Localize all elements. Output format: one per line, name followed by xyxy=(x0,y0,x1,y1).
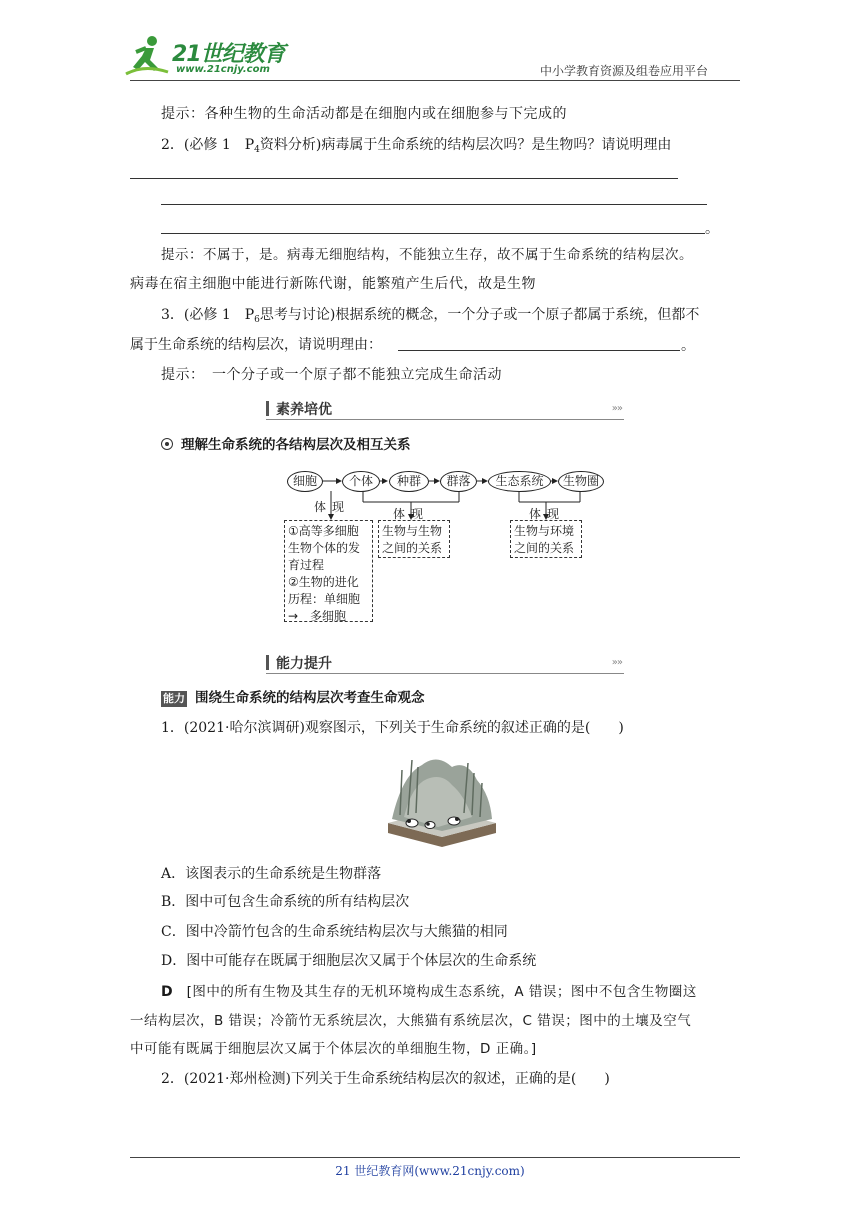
option-a-text: A．该图表示的生命系统是生物群落 xyxy=(161,866,382,882)
q2-number: 2． xyxy=(161,137,184,153)
q2-ref-b: 资料分析)病毒属于生命系统的结构层次吗？是生物吗？请说明理由 xyxy=(259,137,672,153)
diagram-label-1: 体现 xyxy=(314,500,351,514)
q3-end-mark: 。 xyxy=(681,338,695,354)
box1-line: 育过程 xyxy=(288,558,325,572)
node-ecosystem: 生态系统 xyxy=(488,471,551,492)
answer-text-3: 中可能有既属于细胞层次又属于个体层次的单细胞生物，D 正确。] xyxy=(130,1041,537,1057)
diagram-box-environment xyxy=(510,520,582,558)
diagram-label-3: 体现 xyxy=(529,507,566,521)
node-community: 群落 xyxy=(440,471,477,492)
q1-text: 1．(2021·哈尔滨调研)观察图示，下列关于生命系统的叙述正确的是( ) xyxy=(161,720,624,736)
box1-line: 生物个体的发 xyxy=(288,541,361,555)
question-2b xyxy=(161,1069,610,1089)
hint-3-text: 提示： 一个分子或一个原子都不能独立完成生命活动 xyxy=(161,367,502,383)
option-c-text: C．图中冷箭竹包含的生命系统结构层次与大熊猫的相同 xyxy=(161,924,508,940)
option-d-text: D．图中可能存在既属于细胞层次又属于个体层次的生命系统 xyxy=(161,953,537,969)
logo-title: 21世纪教育 xyxy=(172,42,285,67)
question-1 xyxy=(161,718,624,738)
node-biosphere: 生物圈 xyxy=(558,471,604,492)
point-title-text: 理解生命系统的各结构层次及相互关系 xyxy=(181,437,411,453)
q2-end-mark: 。 xyxy=(705,221,719,237)
ability-title-text: 围绕生命系统的结构层次考查生命观念 xyxy=(195,690,425,706)
answer-line-c xyxy=(130,1039,537,1059)
chevrons-icon: »» xyxy=(611,657,622,668)
option-b[interactable] xyxy=(161,892,409,912)
q2-ref-sub: 4 xyxy=(254,145,260,155)
section-title: 能力提升 xyxy=(276,656,332,672)
option-c[interactable] xyxy=(161,922,508,942)
ability-title xyxy=(161,688,425,708)
box1-line: 历程：单细胞 xyxy=(288,592,361,606)
diagram-box-biotic xyxy=(378,520,450,558)
q3-b: 属于生命系统的结构层次，请说明理由： xyxy=(130,337,382,353)
q3-pre: 3．(必修 1 P xyxy=(161,307,255,323)
section-title: 素养培优 xyxy=(276,402,332,418)
answer-line-b xyxy=(130,1011,691,1031)
answer-text-1: [图中的所有生物及其生存的无机环境构成生态系统，A 错误；图中不包含生物圈这 xyxy=(186,984,697,1000)
box1-line: ①高等多细胞 xyxy=(288,524,359,538)
box2-line: 之间的关系 xyxy=(382,541,443,555)
node-cell: 细胞 xyxy=(287,471,323,492)
footer-rule xyxy=(130,1157,740,1158)
node-population: 种群 xyxy=(389,471,429,492)
diagram-box-individual xyxy=(284,520,373,622)
hint-1-text: 提示：各种生物的生命活动都是在细胞内或在细胞参与下完成的 xyxy=(161,106,567,122)
box3-line: 生物与环境 xyxy=(514,524,575,538)
node-individual: 个体 xyxy=(342,471,380,492)
hint-2-text-b: 病毒在宿主细胞中能进行新陈代谢，能繁殖产生后代，故是生物 xyxy=(130,276,536,292)
answer-letter: D xyxy=(161,984,173,1000)
box2-line: 生物与生物 xyxy=(382,524,443,538)
box1-line: → 多细胞 xyxy=(288,609,347,623)
section-tick-icon xyxy=(266,655,269,670)
box3-line: 之间的关系 xyxy=(514,541,575,555)
q3-sub: 6 xyxy=(254,315,260,325)
hint-2-text-a: 提示：不属于，是。病毒无细胞结构，不能独立生存，故不属于生命系统的结构层次。 xyxy=(161,247,693,263)
header-platform-text: 中小学教育资源及组卷应用平台 xyxy=(540,64,709,78)
option-b-text: B．图中可包含生命系统的所有结构层次 xyxy=(161,894,410,910)
footer-link[interactable]: 21 世纪教育网(www.21cnjy.com) xyxy=(335,1164,525,1178)
q2b-text: 2．(2021·郑州检测)下列关于生命系统结构层次的叙述，正确的是( ) xyxy=(161,1071,610,1087)
option-d[interactable] xyxy=(161,951,536,971)
chevrons-icon: »» xyxy=(611,403,622,414)
option-a[interactable] xyxy=(161,864,381,884)
answer-line-a xyxy=(161,982,697,1002)
answer-text-2: 一结构层次，B 错误；冷箭竹无系统层次，大熊猫有系统层次，C 错误；图中的土壤及空气 xyxy=(130,1013,692,1029)
box1-line: ②生物的进化 xyxy=(288,575,359,589)
bamboo-panda-illustration xyxy=(382,745,502,847)
q3-post: 思考与讨论)根据系统的概念，一个分子或一个原子都属于系统，但都不 xyxy=(259,307,700,323)
ability-tag: 能力 xyxy=(163,692,185,705)
ecosystem-image-icon xyxy=(382,745,502,847)
q2-ref-a: (必修 1 P xyxy=(183,137,255,153)
diagram-label-2: 体现 xyxy=(393,507,430,521)
logo-url: www.21cnjy.com xyxy=(176,64,270,75)
section-header-ability xyxy=(266,652,624,674)
